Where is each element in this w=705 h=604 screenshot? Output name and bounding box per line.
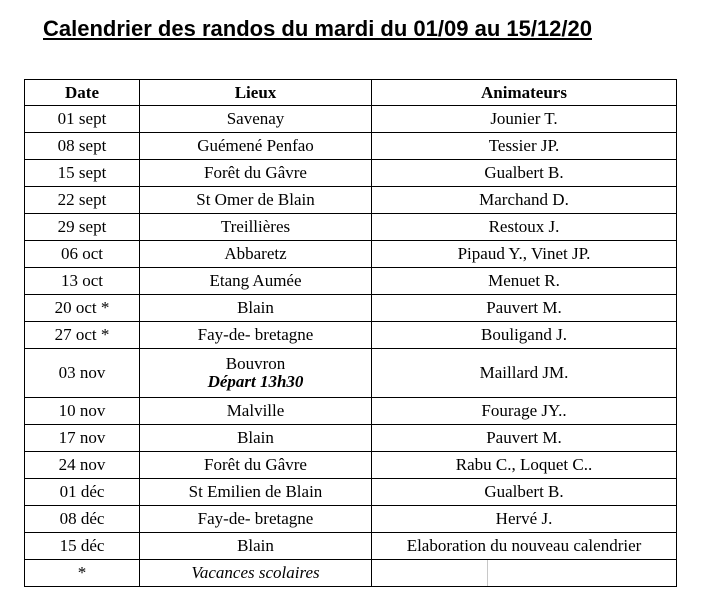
date-cell: 01 déc (25, 479, 140, 506)
table-row (25, 425, 677, 452)
lieu-cell: Savenay (140, 106, 372, 133)
lieu-cell: Forêt du Gâvre (140, 452, 372, 479)
date-cell: 15 sept (25, 160, 140, 187)
table-row (25, 452, 677, 479)
animateurs-cell: Fourage JY.. (372, 398, 677, 425)
legend-label: Vacances scolaires (140, 560, 372, 587)
table-row (25, 506, 677, 533)
lieu-cell: Guémené Penfao (140, 133, 372, 160)
table-row (25, 322, 677, 349)
date-cell: 06 oct (25, 241, 140, 268)
lieu-cell: Fay-de- bretagne (140, 506, 372, 533)
date-cell: 20 oct * (25, 295, 140, 322)
table-row (25, 106, 677, 133)
animateurs-cell: Bouligand J. (372, 322, 677, 349)
date-cell: 10 nov (25, 398, 140, 425)
table-row (25, 214, 677, 241)
lieu-cell: Fay-de- bretagne (140, 322, 372, 349)
table-row (25, 133, 677, 160)
date-cell: 08 déc (25, 506, 140, 533)
animateurs-cell: Rabu C., Loquet C.. (372, 452, 677, 479)
date-cell: 13 oct (25, 268, 140, 295)
lieu-cell (140, 349, 372, 398)
date-cell: 03 nov (25, 349, 140, 398)
lieu-cell: Malville (140, 398, 372, 425)
date-cell: 15 déc (25, 533, 140, 560)
page-title: Calendrier des randos du mardi du 01/09 au 15/12/20 (43, 16, 593, 41)
animateurs-cell: Pipaud Y., Vinet JP. (372, 241, 677, 268)
lieu-cell: St Omer de Blain (140, 187, 372, 214)
lieu-cell: Abbaretz (140, 241, 372, 268)
table-row (25, 479, 677, 506)
schedule-table (24, 79, 677, 587)
lieu-cell: Blain (140, 533, 372, 560)
date-cell: 17 nov (25, 425, 140, 452)
lieu-label: Bouvron (225, 354, 286, 373)
animateurs-cell: Pauvert M. (372, 425, 677, 452)
departure-note: Départ 13h30 (207, 372, 304, 391)
animateurs-cell: Tessier JP. (372, 133, 677, 160)
date-cell: 24 nov (25, 452, 140, 479)
animateurs-cell: Maillard JM. (372, 349, 677, 398)
date-cell: 22 sept (25, 187, 140, 214)
header-lieux: Lieux (140, 80, 372, 106)
header-row (25, 80, 677, 106)
date-cell: 08 sept (25, 133, 140, 160)
lieu-cell: Blain (140, 295, 372, 322)
animateurs-cell: Elaboration du nouveau calendrier (372, 533, 677, 560)
animateurs-cell: Gualbert B. (372, 160, 677, 187)
table-row (25, 241, 677, 268)
date-cell: 27 oct * (25, 322, 140, 349)
legend-row (25, 560, 677, 587)
animateurs-cell: Gualbert B. (372, 479, 677, 506)
lieu-cell: Forêt du Gâvre (140, 160, 372, 187)
lieu-cell: Treillières (140, 214, 372, 241)
table-row (25, 187, 677, 214)
lieu-cell: St Emilien de Blain (140, 479, 372, 506)
table-row (25, 268, 677, 295)
animateurs-cell: Jounier T. (372, 106, 677, 133)
header-date: Date (25, 80, 140, 106)
animateurs-cell: Restoux J. (372, 214, 677, 241)
table-row (25, 160, 677, 187)
legend-empty-cell (372, 560, 677, 587)
animateurs-cell: Hervé J. (372, 506, 677, 533)
date-cell: 01 sept (25, 106, 140, 133)
animateurs-cell: Marchand D. (372, 187, 677, 214)
animateurs-cell: Menuet R. (372, 268, 677, 295)
table-row (25, 533, 677, 560)
table-row (25, 349, 677, 398)
legend-mark: * (25, 560, 140, 587)
table-row (25, 398, 677, 425)
table-row (25, 295, 677, 322)
lieu-cell: Blain (140, 425, 372, 452)
header-animateurs: Animateurs (372, 80, 677, 106)
animateurs-cell: Pauvert M. (372, 295, 677, 322)
date-cell: 29 sept (25, 214, 140, 241)
lieu-cell: Etang Aumée (140, 268, 372, 295)
